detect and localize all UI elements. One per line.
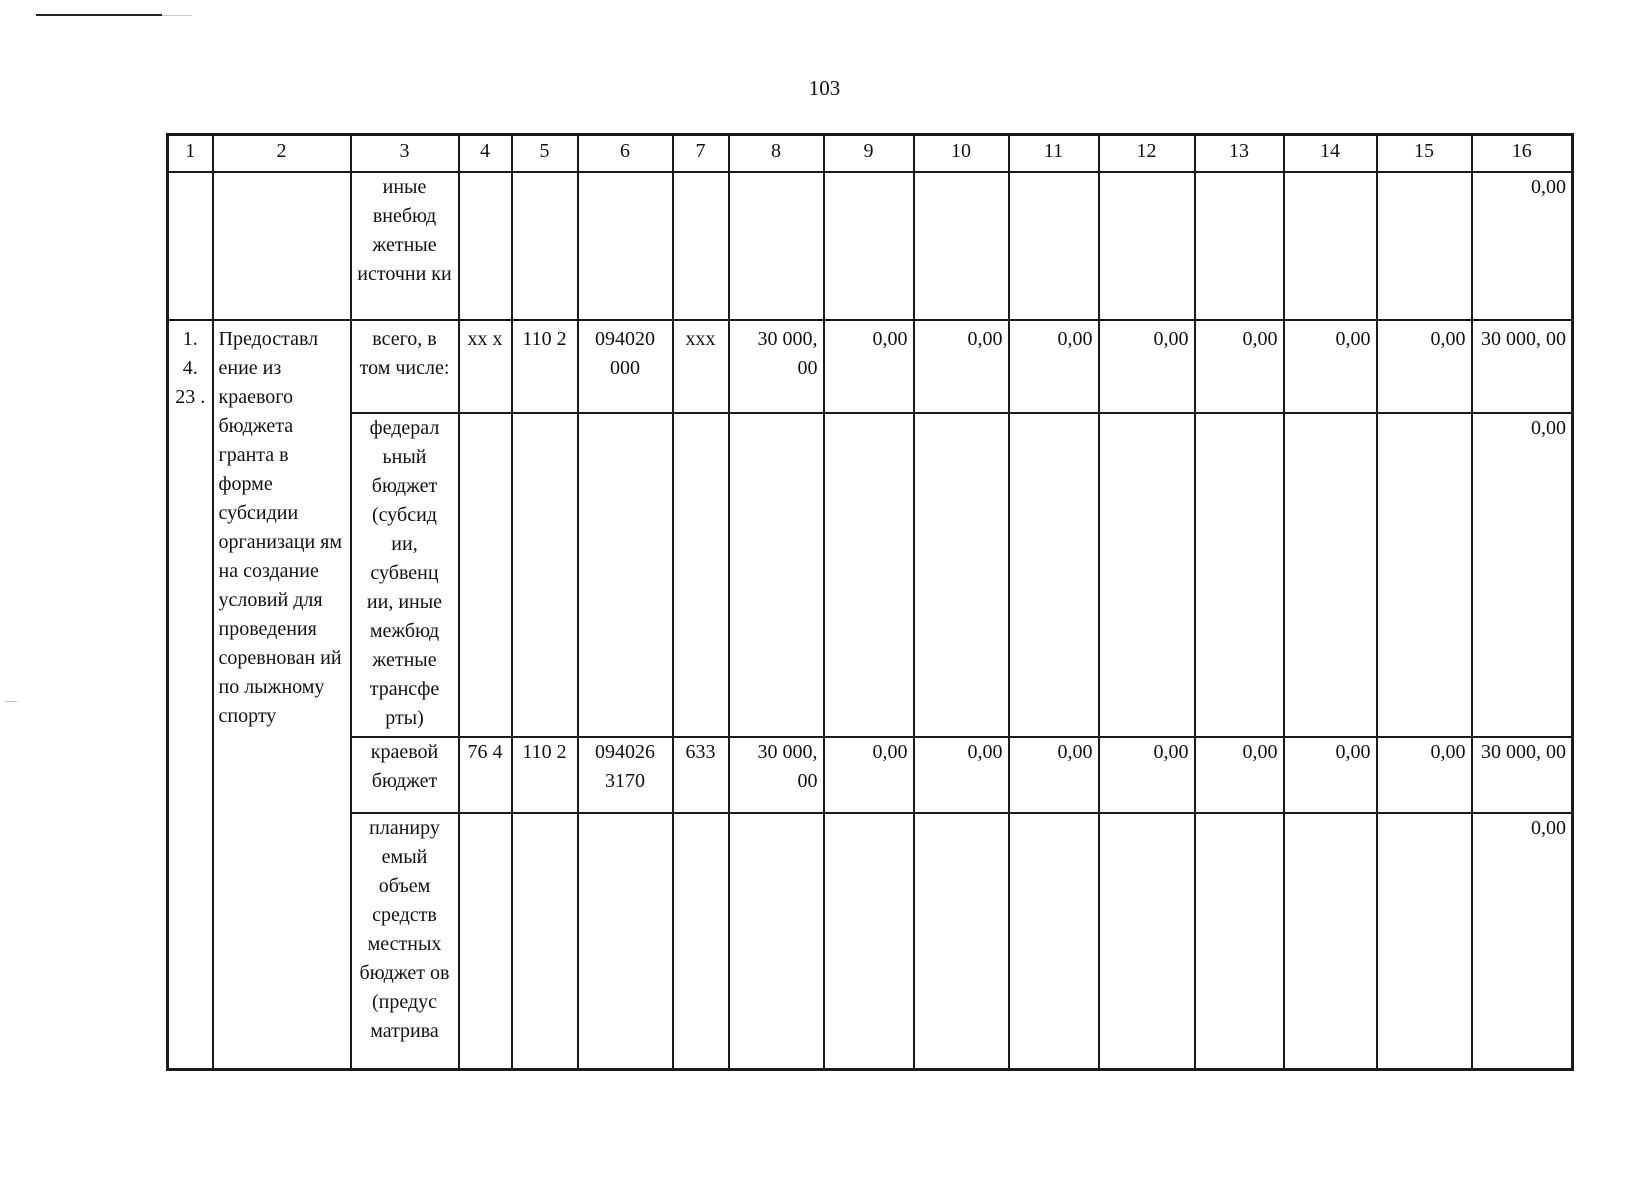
column-header-1: 1	[168, 135, 213, 173]
column-header-2: 2	[213, 135, 351, 173]
cell-empty	[168, 172, 213, 320]
amount-cell: 0,00	[1377, 320, 1472, 413]
item-description-cell: Предоставл ение из краевого бюджета гранта в форме субсидии организаци ям на создание условий для проведения соревнован ий по лыжному спорту	[213, 320, 351, 1070]
funding-source-cell: планиру емый объем средств местных бюджет ов (предус матрива	[351, 813, 459, 1070]
cell-empty	[1284, 813, 1377, 1070]
column-header-7: 7	[673, 135, 729, 173]
amount-cell: 0,00	[1195, 737, 1284, 813]
cell-empty	[914, 172, 1009, 320]
cell-empty	[1009, 172, 1099, 320]
amount-cell: 0,00	[914, 737, 1009, 813]
cell-empty	[1377, 413, 1472, 737]
code-cell-6: 094026 3170	[578, 737, 673, 813]
cell-empty	[1377, 813, 1472, 1070]
table-row-other-sources	[168, 172, 1573, 320]
cell-empty	[914, 413, 1009, 737]
column-header-4: 4	[459, 135, 512, 173]
cell-empty	[512, 413, 578, 737]
amount-cell: 30 000, 00	[729, 737, 824, 813]
column-header-12: 12	[1099, 135, 1195, 173]
code-cell-7: 633	[673, 737, 729, 813]
cell-empty	[1195, 172, 1284, 320]
cell-empty	[459, 413, 512, 737]
funding-source-cell: иные внебюд жетные источни ки	[351, 172, 459, 320]
cell-empty	[729, 172, 824, 320]
code-cell-7: ххх	[673, 320, 729, 413]
amount-cell: 0,00	[1099, 737, 1195, 813]
column-header-11: 11	[1009, 135, 1099, 173]
table-header-row	[168, 135, 1573, 173]
cell-empty	[578, 813, 673, 1070]
funding-source-cell: всего, в том числе:	[351, 320, 459, 413]
item-number-cell: 1. 4. 23 .	[168, 320, 213, 1070]
funding-source-cell: федерал ьный бюджет (субсид ии, субвенц ии, иные межбюд жетные трансфе рты)	[351, 413, 459, 737]
amount-cell: 0,00	[1377, 737, 1472, 813]
cell-empty	[578, 172, 673, 320]
amount-cell: 0,00	[1472, 413, 1573, 737]
cell-empty	[1284, 172, 1377, 320]
table-row-total	[168, 320, 1573, 413]
table-row-regional	[168, 737, 1573, 813]
column-header-9: 9	[824, 135, 914, 173]
margin-mark	[5, 701, 17, 702]
cell-empty	[512, 813, 578, 1070]
cell-empty	[213, 172, 351, 320]
column-header-16: 16	[1472, 135, 1573, 173]
code-cell-4: хх х	[459, 320, 512, 413]
amount-cell: 0,00	[1009, 737, 1099, 813]
amount-cell: 30 000, 00	[1472, 320, 1573, 413]
amount-cell: 30 000, 00	[1472, 737, 1573, 813]
column-header-3: 3	[351, 135, 459, 173]
cell-empty	[1009, 813, 1099, 1070]
page-number: 103	[808, 76, 841, 100]
header-rule	[36, 14, 162, 16]
cell-empty	[1099, 813, 1195, 1070]
cell-empty	[824, 172, 914, 320]
cell-empty	[824, 813, 914, 1070]
cell-empty	[1099, 172, 1195, 320]
funding-source-cell: краевой бюджет	[351, 737, 459, 813]
amount-cell: 30 000, 00	[729, 320, 824, 413]
column-header-6: 6	[578, 135, 673, 173]
cell-empty	[578, 413, 673, 737]
column-header-8: 8	[729, 135, 824, 173]
column-header-10: 10	[914, 135, 1009, 173]
cell-empty	[673, 413, 729, 737]
column-header-14: 14	[1284, 135, 1377, 173]
column-header-15: 15	[1377, 135, 1472, 173]
cell-empty	[1377, 172, 1472, 320]
cell-empty	[1099, 413, 1195, 737]
header-rule-fade	[162, 15, 192, 16]
code-cell-5: 110 2	[512, 737, 578, 813]
table-row-federal	[168, 413, 1573, 737]
column-header-13: 13	[1195, 135, 1284, 173]
cell-empty	[1195, 413, 1284, 737]
cell-empty	[914, 813, 1009, 1070]
cell-empty	[459, 813, 512, 1070]
amount-cell: 0,00	[1284, 320, 1377, 413]
code-cell-5: 110 2	[512, 320, 578, 413]
column-header-5: 5	[512, 135, 578, 173]
amount-cell: 0,00	[824, 737, 914, 813]
cell-empty	[824, 413, 914, 737]
code-cell-4: 76 4	[459, 737, 512, 813]
cell-empty	[1009, 413, 1099, 737]
cell-empty	[1284, 413, 1377, 737]
amount-cell: 0,00	[1099, 320, 1195, 413]
cell-empty	[729, 813, 824, 1070]
code-cell-6: 094020 000	[578, 320, 673, 413]
cell-empty	[512, 172, 578, 320]
cell-empty	[729, 413, 824, 737]
amount-cell: 0,00	[1284, 737, 1377, 813]
cell-empty	[459, 172, 512, 320]
cell-empty	[673, 172, 729, 320]
amount-cell: 0,00	[1472, 813, 1573, 1070]
cell-empty	[673, 813, 729, 1070]
amount-cell: 0,00	[824, 320, 914, 413]
cell-empty	[1195, 813, 1284, 1070]
amount-cell: 0,00	[1472, 172, 1573, 320]
amount-cell: 0,00	[914, 320, 1009, 413]
amount-cell: 0,00	[1195, 320, 1284, 413]
budget-table	[166, 133, 1574, 1071]
table-row-local	[168, 813, 1573, 1070]
amount-cell: 0,00	[1009, 320, 1099, 413]
